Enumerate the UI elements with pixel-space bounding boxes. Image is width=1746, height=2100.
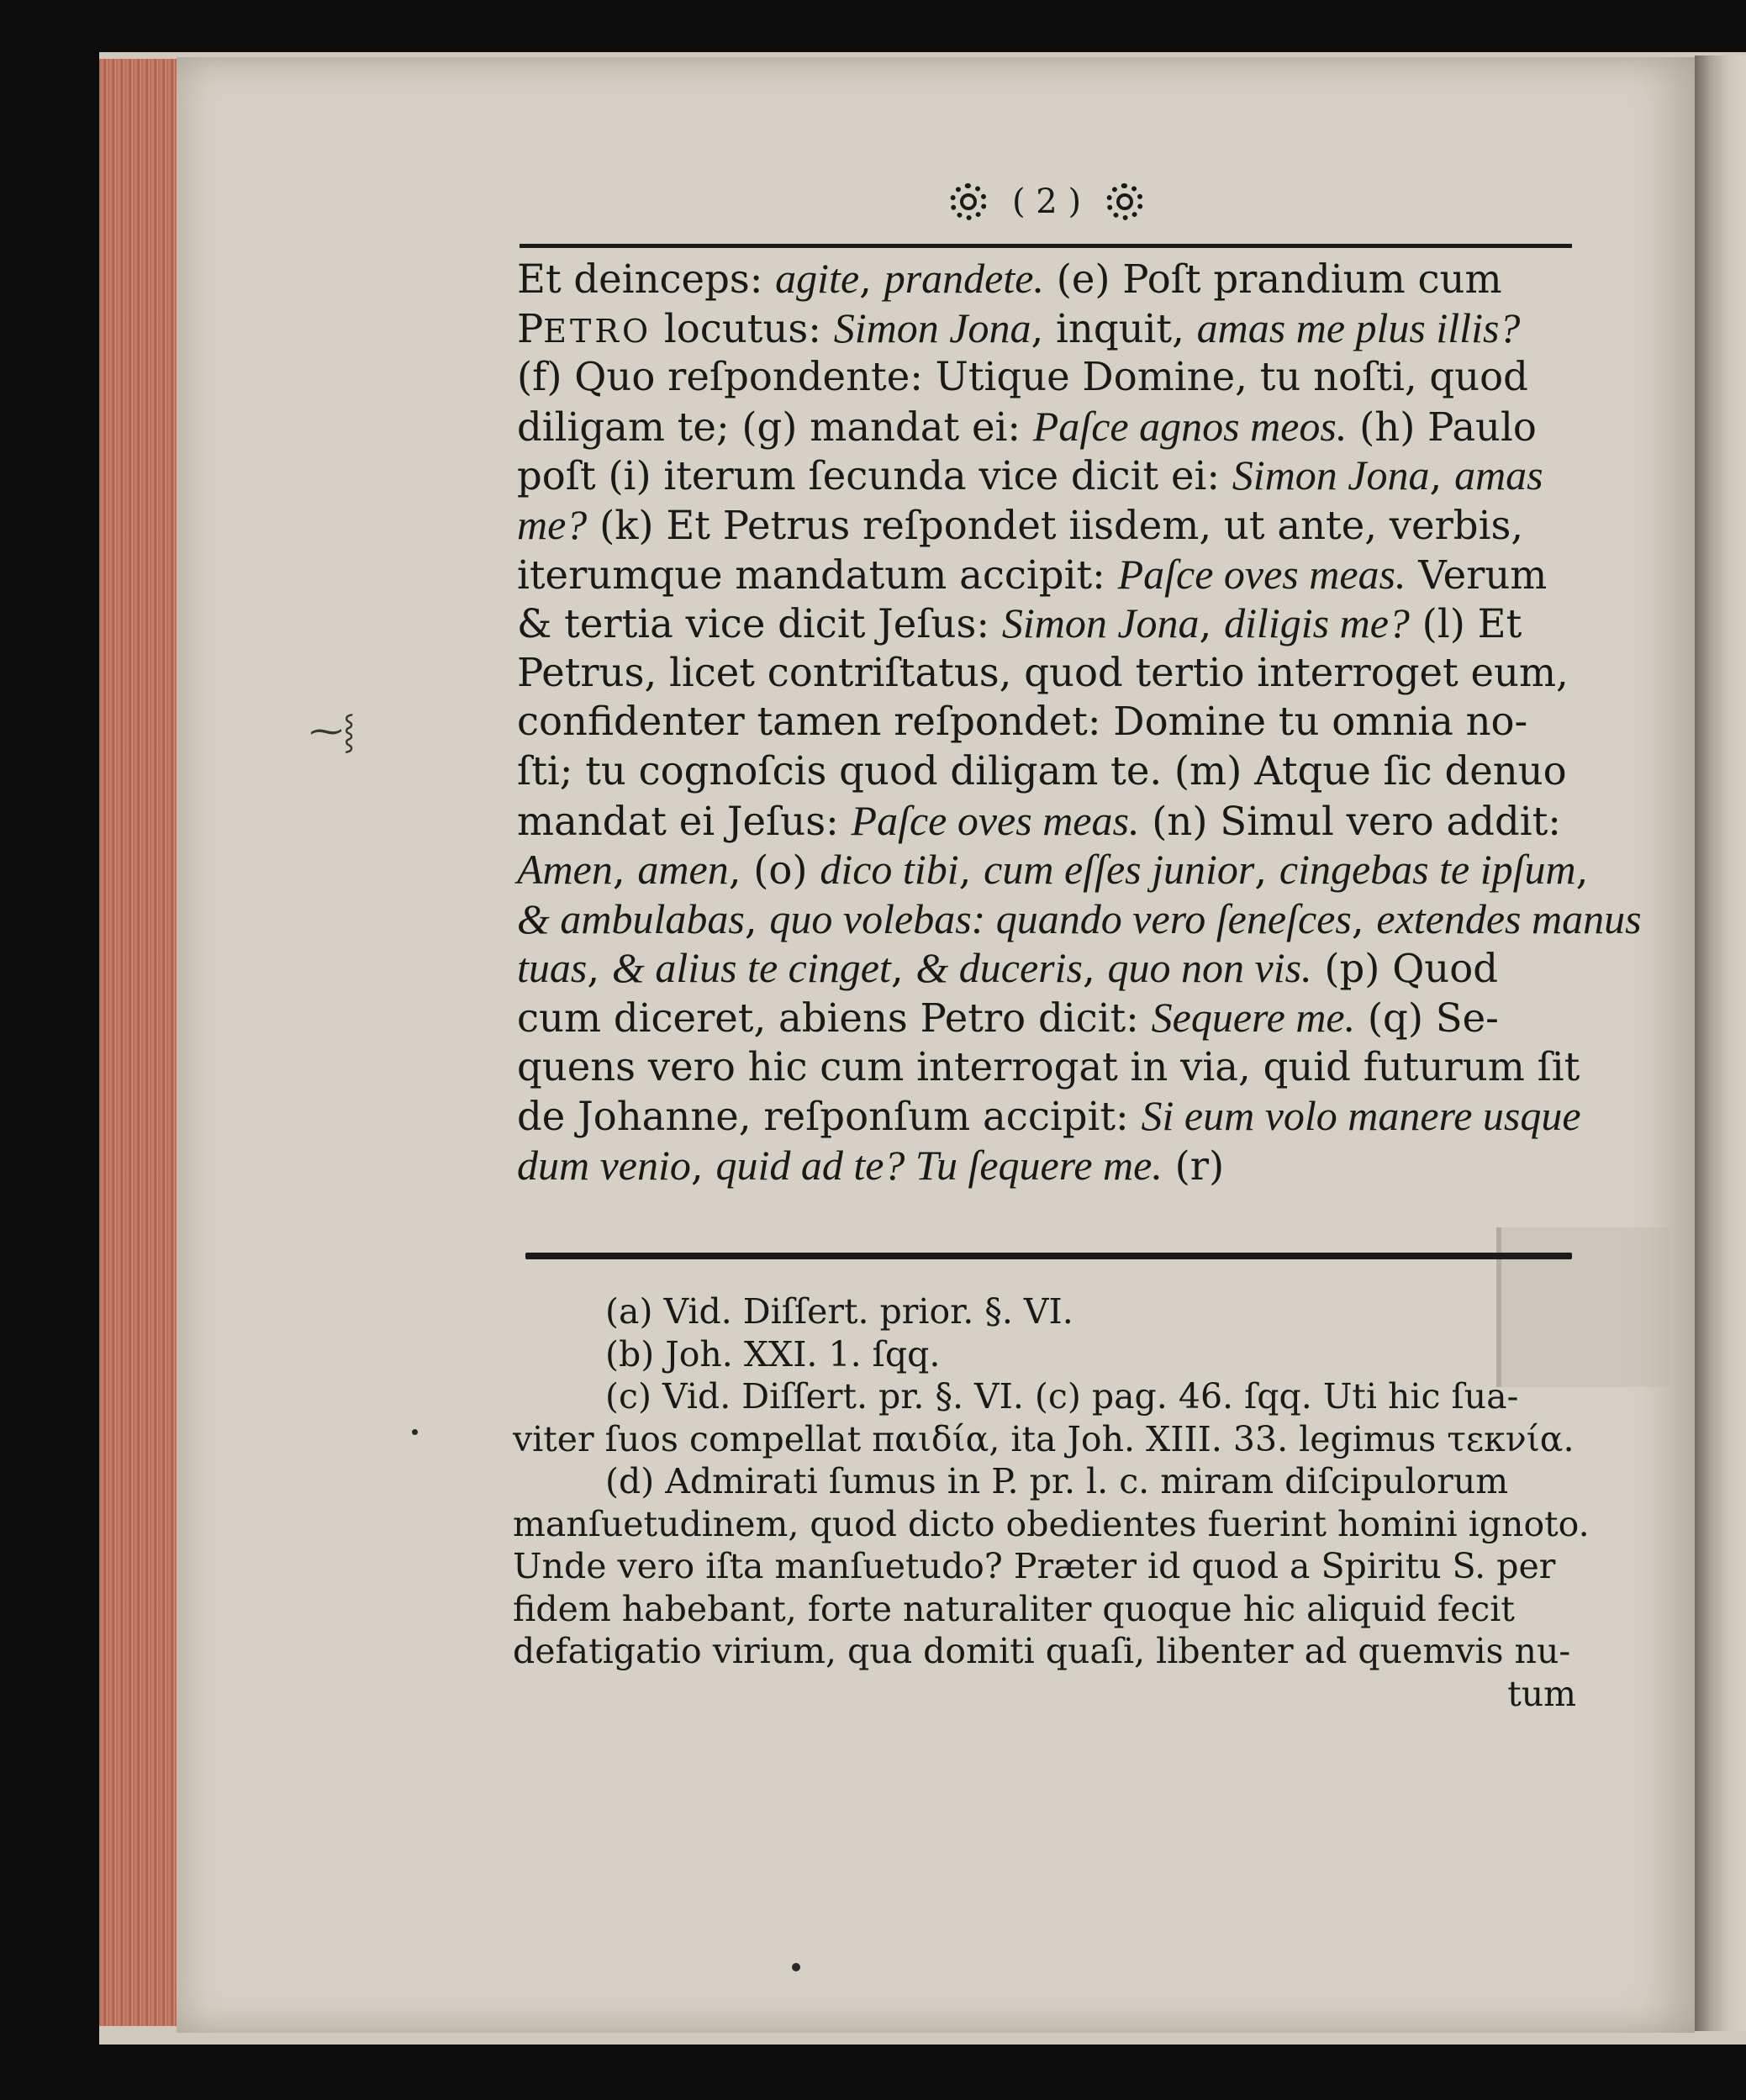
footnote-line: manſuetudinem, quod dicto obedientes fuerint homini ignoto. xyxy=(513,1503,1590,1544)
text-line: tuas, & alius te cinget, & duceris, quo non vis. (p) Quod xyxy=(517,944,1499,992)
footnote-rule xyxy=(525,1253,1572,1259)
text-line: (f) Quo reſpondente: Utique Domine, tu noſti, quod xyxy=(517,354,1528,400)
text-line: poſt (i) iterum ſecunda vice dicit ei: Simon Jona, amas xyxy=(517,451,1543,499)
page-edges xyxy=(99,59,181,2026)
text-line: diligam te; (g) mandat ei: Paſce agnos meos. (h) Paulo xyxy=(517,402,1537,450)
text-line: de Johanne, reſponſum accipit: Si eum volo manere usque xyxy=(517,1092,1581,1140)
page-number: ( 2 ) xyxy=(1011,182,1082,221)
footnote-line: Unde vero iſta manſuetudo? Præter id quod a Spiritu S. per xyxy=(513,1546,1556,1586)
ink-dot xyxy=(412,1429,418,1435)
text-line: confidenter tamen reſpondet: Domine tu omnia no- xyxy=(517,699,1528,745)
footnote-line: fidem habebant, forte naturaliter quoque hic aliquid fecit xyxy=(513,1588,1515,1629)
running-head xyxy=(895,172,1198,231)
header-rule xyxy=(520,244,1572,248)
text-line: cum diceret, abiens Petro dicit: Sequere me. (q) Se- xyxy=(517,993,1499,1041)
book-gutter xyxy=(1695,55,1746,2031)
main-text xyxy=(517,254,1642,1190)
ink-dot xyxy=(792,1963,800,1971)
footnote-line: defatigatio virium, qua domiti quaſi, libenter ad quemvis nu- xyxy=(513,1631,1571,1671)
text-line: Et deinceps: agite, prandete. (e) Poſt prandium cum xyxy=(517,255,1502,302)
text-line: & ambulabas, quo volebas: quando vero ſeneſces, extendes manus xyxy=(517,894,1642,942)
ornament-left-icon xyxy=(950,183,987,220)
footnote-line: (c) Vid. Diſſert. pr. §. VI. (c) pag. 46. ſqq. Uti hic ſua- xyxy=(605,1376,1519,1417)
text-line: me? (k) Et Petrus reſpondet iisdem, ut ante, verbis, xyxy=(517,500,1524,548)
text-line: quens vero hic cum interrogat in via, quid futurum ſit xyxy=(517,1043,1580,1090)
footnote-line: (a) Vid. Diſſert. prior. §. VI. xyxy=(605,1291,1073,1332)
text-line: Amen, amen, (o) dico tibi, cum eſſes junior, cingebas te ipſum xyxy=(517,846,1576,894)
text-line: PETRO locutus: Simon Jona, inquit, amas me plus illis? xyxy=(517,303,1521,351)
text-line: dum venio, quid ad te? Tu ſequere me. (r) xyxy=(517,1141,1225,1189)
footnote-line: (d) Admirati ſumus in P. pr. l. c. miram diſcipulorum xyxy=(605,1461,1509,1501)
text-line: & tertia vice dicit Jeſus: Simon Jona, diligis me? (l) Et xyxy=(517,599,1522,647)
footnote-line: (b) Joh. XXI. 1. ſqq. xyxy=(605,1333,941,1374)
ink-mark: ⁓⸾ xyxy=(309,712,356,751)
footnotes xyxy=(513,1290,1590,1715)
catchword: tum xyxy=(1507,1673,1576,1714)
text-line: mandat ei Jeſus: Paſce oves meas. (n) Simul vero addit: xyxy=(517,796,1561,844)
text-line: Petrus, licet contriſtatus, quod tertio interroget eum, xyxy=(517,649,1569,695)
footnote-line: viter ſuos compellat παιδία, ita Joh. XIII. 33. legimus τεκνία. xyxy=(513,1418,1575,1459)
ornament-right-icon xyxy=(1106,183,1143,220)
text-line: iterumque mandatum accipit: Paſce oves meas. Verum xyxy=(517,550,1548,598)
text-line: ſti; tu cognoſcis quod diligam te. (m) Atque ſic denuo xyxy=(517,747,1567,794)
